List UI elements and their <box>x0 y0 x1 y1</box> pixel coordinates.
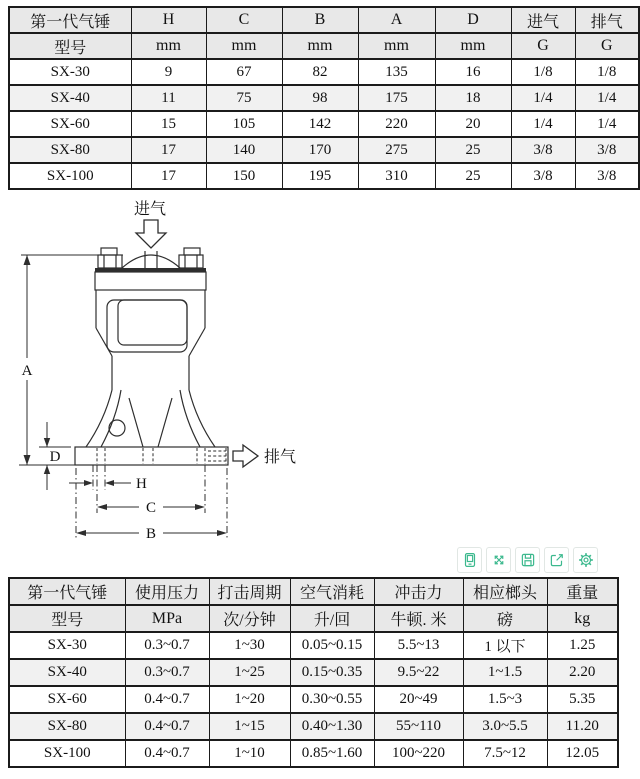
model-cell: SX-60 <box>9 686 125 713</box>
value-cell: 0.15~0.35 <box>290 659 374 686</box>
table-row <box>9 713 618 740</box>
exhaust-arrow-icon <box>233 445 258 467</box>
value-cell: 3/8 <box>511 163 575 189</box>
hammer-outline <box>75 248 228 465</box>
value-cell: 142 <box>282 111 358 137</box>
header-row <box>9 578 618 605</box>
header-cell: mm <box>358 33 435 59</box>
header-cell: D <box>435 7 511 33</box>
value-cell: 1/4 <box>511 85 575 111</box>
value-cell: 3/8 <box>511 137 575 163</box>
header-cell: 型号 <box>9 33 131 59</box>
header-cell: 冲击力 <box>374 578 463 605</box>
header-cell: H <box>131 7 206 33</box>
specs-table <box>8 577 619 768</box>
value-cell: 20~49 <box>374 686 463 713</box>
value-cell: 1~1.5 <box>463 659 547 686</box>
header-cell: MPa <box>125 605 209 632</box>
value-cell: 9 <box>131 59 206 85</box>
table-row <box>9 85 639 111</box>
dim-h-label: H <box>136 476 147 492</box>
header-cell: B <box>282 7 358 33</box>
fullscreen-icon[interactable] <box>486 547 511 573</box>
header-cell: 空气消耗 <box>290 578 374 605</box>
value-cell: 1/8 <box>575 59 639 85</box>
dimensions-table <box>8 6 640 190</box>
table-row <box>9 632 618 659</box>
dim-a-label: A <box>21 363 33 379</box>
save-icon[interactable] <box>515 547 540 573</box>
value-cell: 1~10 <box>209 740 290 767</box>
dim-c-label: C <box>145 500 157 516</box>
header-cell: 升/回 <box>290 605 374 632</box>
value-cell: 25 <box>435 163 511 189</box>
header-cell: mm <box>206 33 282 59</box>
table-row <box>9 163 639 189</box>
value-cell: 0.85~1.60 <box>290 740 374 767</box>
header-cell: 磅 <box>463 605 547 632</box>
header-cell: kg <box>547 605 618 632</box>
header-row <box>9 7 639 33</box>
table-row <box>9 740 618 767</box>
value-cell: 1/4 <box>511 111 575 137</box>
value-cell: 98 <box>282 85 358 111</box>
dim-d-label: D <box>49 449 61 465</box>
header-cell: 进气 <box>511 7 575 33</box>
value-cell: 0.4~0.7 <box>125 740 209 767</box>
model-cell: SX-40 <box>9 659 125 686</box>
header-cell: C <box>206 7 282 33</box>
header-cell: 打击周期 <box>209 578 290 605</box>
value-cell: 3/8 <box>575 137 639 163</box>
table-row <box>9 111 639 137</box>
table-row <box>9 659 618 686</box>
value-cell: 7.5~12 <box>463 740 547 767</box>
value-cell: 17 <box>131 163 206 189</box>
table-row <box>9 137 639 163</box>
value-cell: 0.40~1.30 <box>290 713 374 740</box>
settings-icon[interactable] <box>573 547 598 573</box>
value-cell: 17 <box>131 137 206 163</box>
value-cell: 20 <box>435 111 511 137</box>
header-cell: A <box>358 7 435 33</box>
table-row <box>9 686 618 713</box>
model-cell: SX-80 <box>9 713 125 740</box>
value-cell: 1/4 <box>575 111 639 137</box>
value-cell: 0.4~0.7 <box>125 713 209 740</box>
header-cell: G <box>575 33 639 59</box>
header-cell: 排气 <box>575 7 639 33</box>
value-cell: 12.05 <box>547 740 618 767</box>
value-cell: 25 <box>435 137 511 163</box>
dimension-c <box>97 465 205 516</box>
value-cell: 1~25 <box>209 659 290 686</box>
header-cell: mm <box>282 33 358 59</box>
value-cell: 3.0~5.5 <box>463 713 547 740</box>
model-cell: SX-80 <box>9 137 131 163</box>
value-cell: 67 <box>206 59 282 85</box>
device-icon[interactable] <box>457 547 482 573</box>
value-cell: 0.30~0.55 <box>290 686 374 713</box>
header-cell: 相应榔头 <box>463 578 547 605</box>
header-cell: 第一代气锤 <box>9 578 125 605</box>
value-cell: 75 <box>206 85 282 111</box>
header-cell: mm <box>435 33 511 59</box>
model-cell: SX-30 <box>9 632 125 659</box>
value-cell: 1~20 <box>209 686 290 713</box>
value-cell: 15 <box>131 111 206 137</box>
value-cell: 1.25 <box>547 632 618 659</box>
value-cell: 135 <box>358 59 435 85</box>
value-cell: 100~220 <box>374 740 463 767</box>
value-cell: 105 <box>206 111 282 137</box>
dimension-d <box>39 422 71 490</box>
value-cell: 0.05~0.15 <box>290 632 374 659</box>
header-cell: 第一代气锤 <box>9 7 131 33</box>
header-cell: 型号 <box>9 605 125 632</box>
table-row <box>9 59 639 85</box>
header-cell: 使用压力 <box>125 578 209 605</box>
export-icon[interactable] <box>544 547 569 573</box>
value-cell: 195 <box>282 163 358 189</box>
header-row <box>9 605 618 632</box>
model-cell: SX-30 <box>9 59 131 85</box>
value-cell: 170 <box>282 137 358 163</box>
value-cell: 0.3~0.7 <box>125 659 209 686</box>
hammer-diagram <box>5 198 345 543</box>
intake-label: 进气 <box>133 201 167 218</box>
value-cell: 11 <box>131 85 206 111</box>
header-cell: 次/分钟 <box>209 605 290 632</box>
dim-b-label: B <box>145 526 157 542</box>
value-cell: 275 <box>358 137 435 163</box>
header-cell: 牛顿. 米 <box>374 605 463 632</box>
value-cell: 5.35 <box>547 686 618 713</box>
header-cell: mm <box>131 33 206 59</box>
value-cell: 55~110 <box>374 713 463 740</box>
value-cell: 1/8 <box>511 59 575 85</box>
value-cell: 9.5~22 <box>374 659 463 686</box>
value-cell: 3/8 <box>575 163 639 189</box>
value-cell: 220 <box>358 111 435 137</box>
model-cell: SX-100 <box>9 740 125 767</box>
value-cell: 11.20 <box>547 713 618 740</box>
value-cell: 1~30 <box>209 632 290 659</box>
value-cell: 1~15 <box>209 713 290 740</box>
value-cell: 16 <box>435 59 511 85</box>
model-cell: SX-40 <box>9 85 131 111</box>
value-cell: 150 <box>206 163 282 189</box>
value-cell: 1 以下 <box>463 632 547 659</box>
value-cell: 0.4~0.7 <box>125 686 209 713</box>
exhaust-label: 排气 <box>264 449 297 466</box>
value-cell: 18 <box>435 85 511 111</box>
value-cell: 0.3~0.7 <box>125 632 209 659</box>
value-cell: 1.5~3 <box>463 686 547 713</box>
dimension-h <box>69 465 147 492</box>
header-cell: G <box>511 33 575 59</box>
value-cell: 5.5~13 <box>374 632 463 659</box>
value-cell: 310 <box>358 163 435 189</box>
value-cell: 2.20 <box>547 659 618 686</box>
header-row <box>9 33 639 59</box>
page-action-toolbar <box>0 547 598 573</box>
value-cell: 1/4 <box>575 85 639 111</box>
intake-arrow-icon <box>136 220 166 248</box>
value-cell: 175 <box>358 85 435 111</box>
model-cell: SX-100 <box>9 163 131 189</box>
value-cell: 82 <box>282 59 358 85</box>
value-cell: 140 <box>206 137 282 163</box>
model-cell: SX-60 <box>9 111 131 137</box>
header-cell: 重量 <box>547 578 618 605</box>
